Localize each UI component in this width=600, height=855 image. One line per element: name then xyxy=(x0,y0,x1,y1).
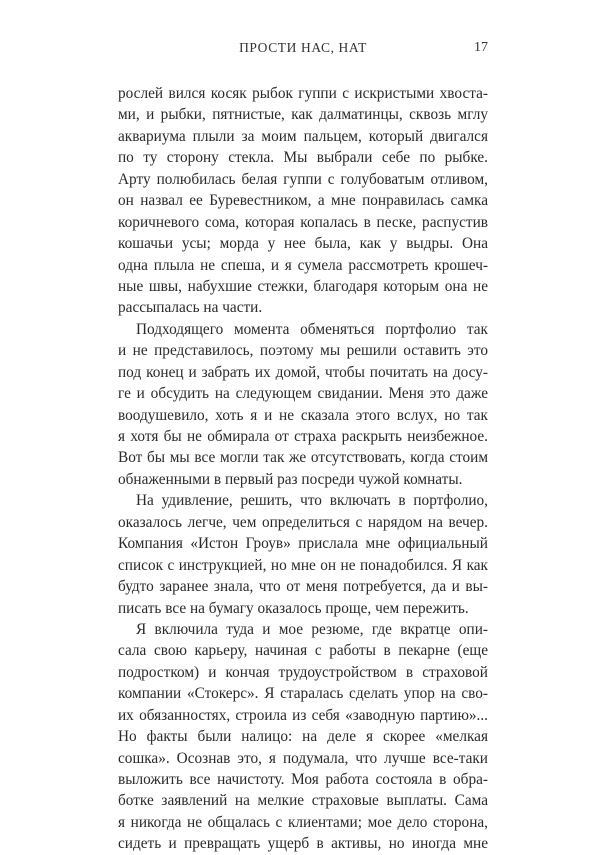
text-line: их обязанностях, строила из себя «заводную партию»... xyxy=(118,706,488,724)
text-line: ми, и рыбки, пятнистые, как далматинцы, сквозь мглу xyxy=(118,106,488,124)
text-line: рослей вился косяк рыбок гуппи с искристыми хвоста- xyxy=(118,85,488,102)
text-line: воодушевило, хоть я и не сказала этого вслух, но так xyxy=(118,406,488,424)
text-line: по ту сторону стекла. Мы выбрали себе по рыбке. xyxy=(118,149,488,167)
text-line: сала свою карьеру, начиная с работы в пекарне (еще xyxy=(118,642,488,660)
text-line: под конец и забрать их домой, чтобы почитать на досу- xyxy=(118,363,488,381)
text-line: сидеть и превращать ущерб в активы, но иногда мне xyxy=(118,835,488,853)
text-line: сошка». Осознав это, я подумала, что лучше все-таки xyxy=(118,749,488,767)
text-line: Подходящего момента обменяться портфолио так xyxy=(136,320,488,338)
text-line: На удивление, решить, что включать в портфолио, xyxy=(136,492,488,510)
text-line: оказалось легче, чем определиться с нарядом на вечер. xyxy=(118,513,488,531)
page-number: 17 xyxy=(474,40,488,55)
text-line: Арту полюбилась белая гуппи с голубоватым отливом, xyxy=(118,170,488,188)
running-head xyxy=(118,40,488,62)
text-line: кошачьи усы; морда у нее была, как у выдры. Она xyxy=(118,235,488,253)
text-line: одна плыла не спеша, и я сумела рассмотреть крошеч- xyxy=(118,256,488,274)
text-line: я хотя бы не обмирала от страха раскрыть неизбежное. xyxy=(118,428,488,445)
text-line: Компания «Истон Гроув» прислала мне официальный xyxy=(118,535,488,553)
text-line: я никогда не общалась с клиентами; мое дело сторона, xyxy=(118,813,488,831)
text-line: список с инструкцией, но мне он не понадобился. Я как xyxy=(118,556,488,574)
body-text xyxy=(118,83,488,855)
text-line: Вот бы мы все могли так же отсутствовать, когда стоим xyxy=(118,449,488,467)
text-line: ботке заявлений на мелкие страховые выплаты. Сама xyxy=(118,792,488,810)
text-line: он назвал ее Буревестником, а мне понравилась самка xyxy=(118,192,488,210)
text-line: аквариума плыли за моим пальцем, который двигался xyxy=(118,127,488,145)
text-line: выложить все начистоту. Моя работа состояла в обра- xyxy=(118,771,488,788)
text-line: ные швы, набухшие стежки, благодаря которым она не xyxy=(118,277,488,295)
text-line: и не представилось, поэтому мы решили оставить это xyxy=(118,342,488,360)
text-line: компании «Стокерс». Я старалась сделать упор на сво- xyxy=(118,685,488,703)
running-title: ПРОСТИ НАС, НАТ xyxy=(239,40,367,55)
text-line: будто заранее знала, что от меня потребуется, да и вы- xyxy=(118,578,488,596)
text-line: рассыпалась на части. xyxy=(118,299,263,317)
text-line: писать все на бумагу оказалось проще, чем пережить. xyxy=(118,599,469,617)
text-line: подростком) и кончая трудоустройством в страховой xyxy=(118,663,488,681)
text-line: Но факты были налицо: на деле я скорее «мелкая xyxy=(118,728,488,746)
text-line: обнаженными в первый раз посреди чужой комнаты. xyxy=(118,470,463,488)
text-line: ге и обсудить на следующем свидании. Меня это даже xyxy=(118,385,488,403)
text-line: коричневого сома, которая копалась в песке, распустив xyxy=(118,213,488,231)
text-line: Я включила туда и мое резюме, где вкратце опи- xyxy=(136,620,488,638)
